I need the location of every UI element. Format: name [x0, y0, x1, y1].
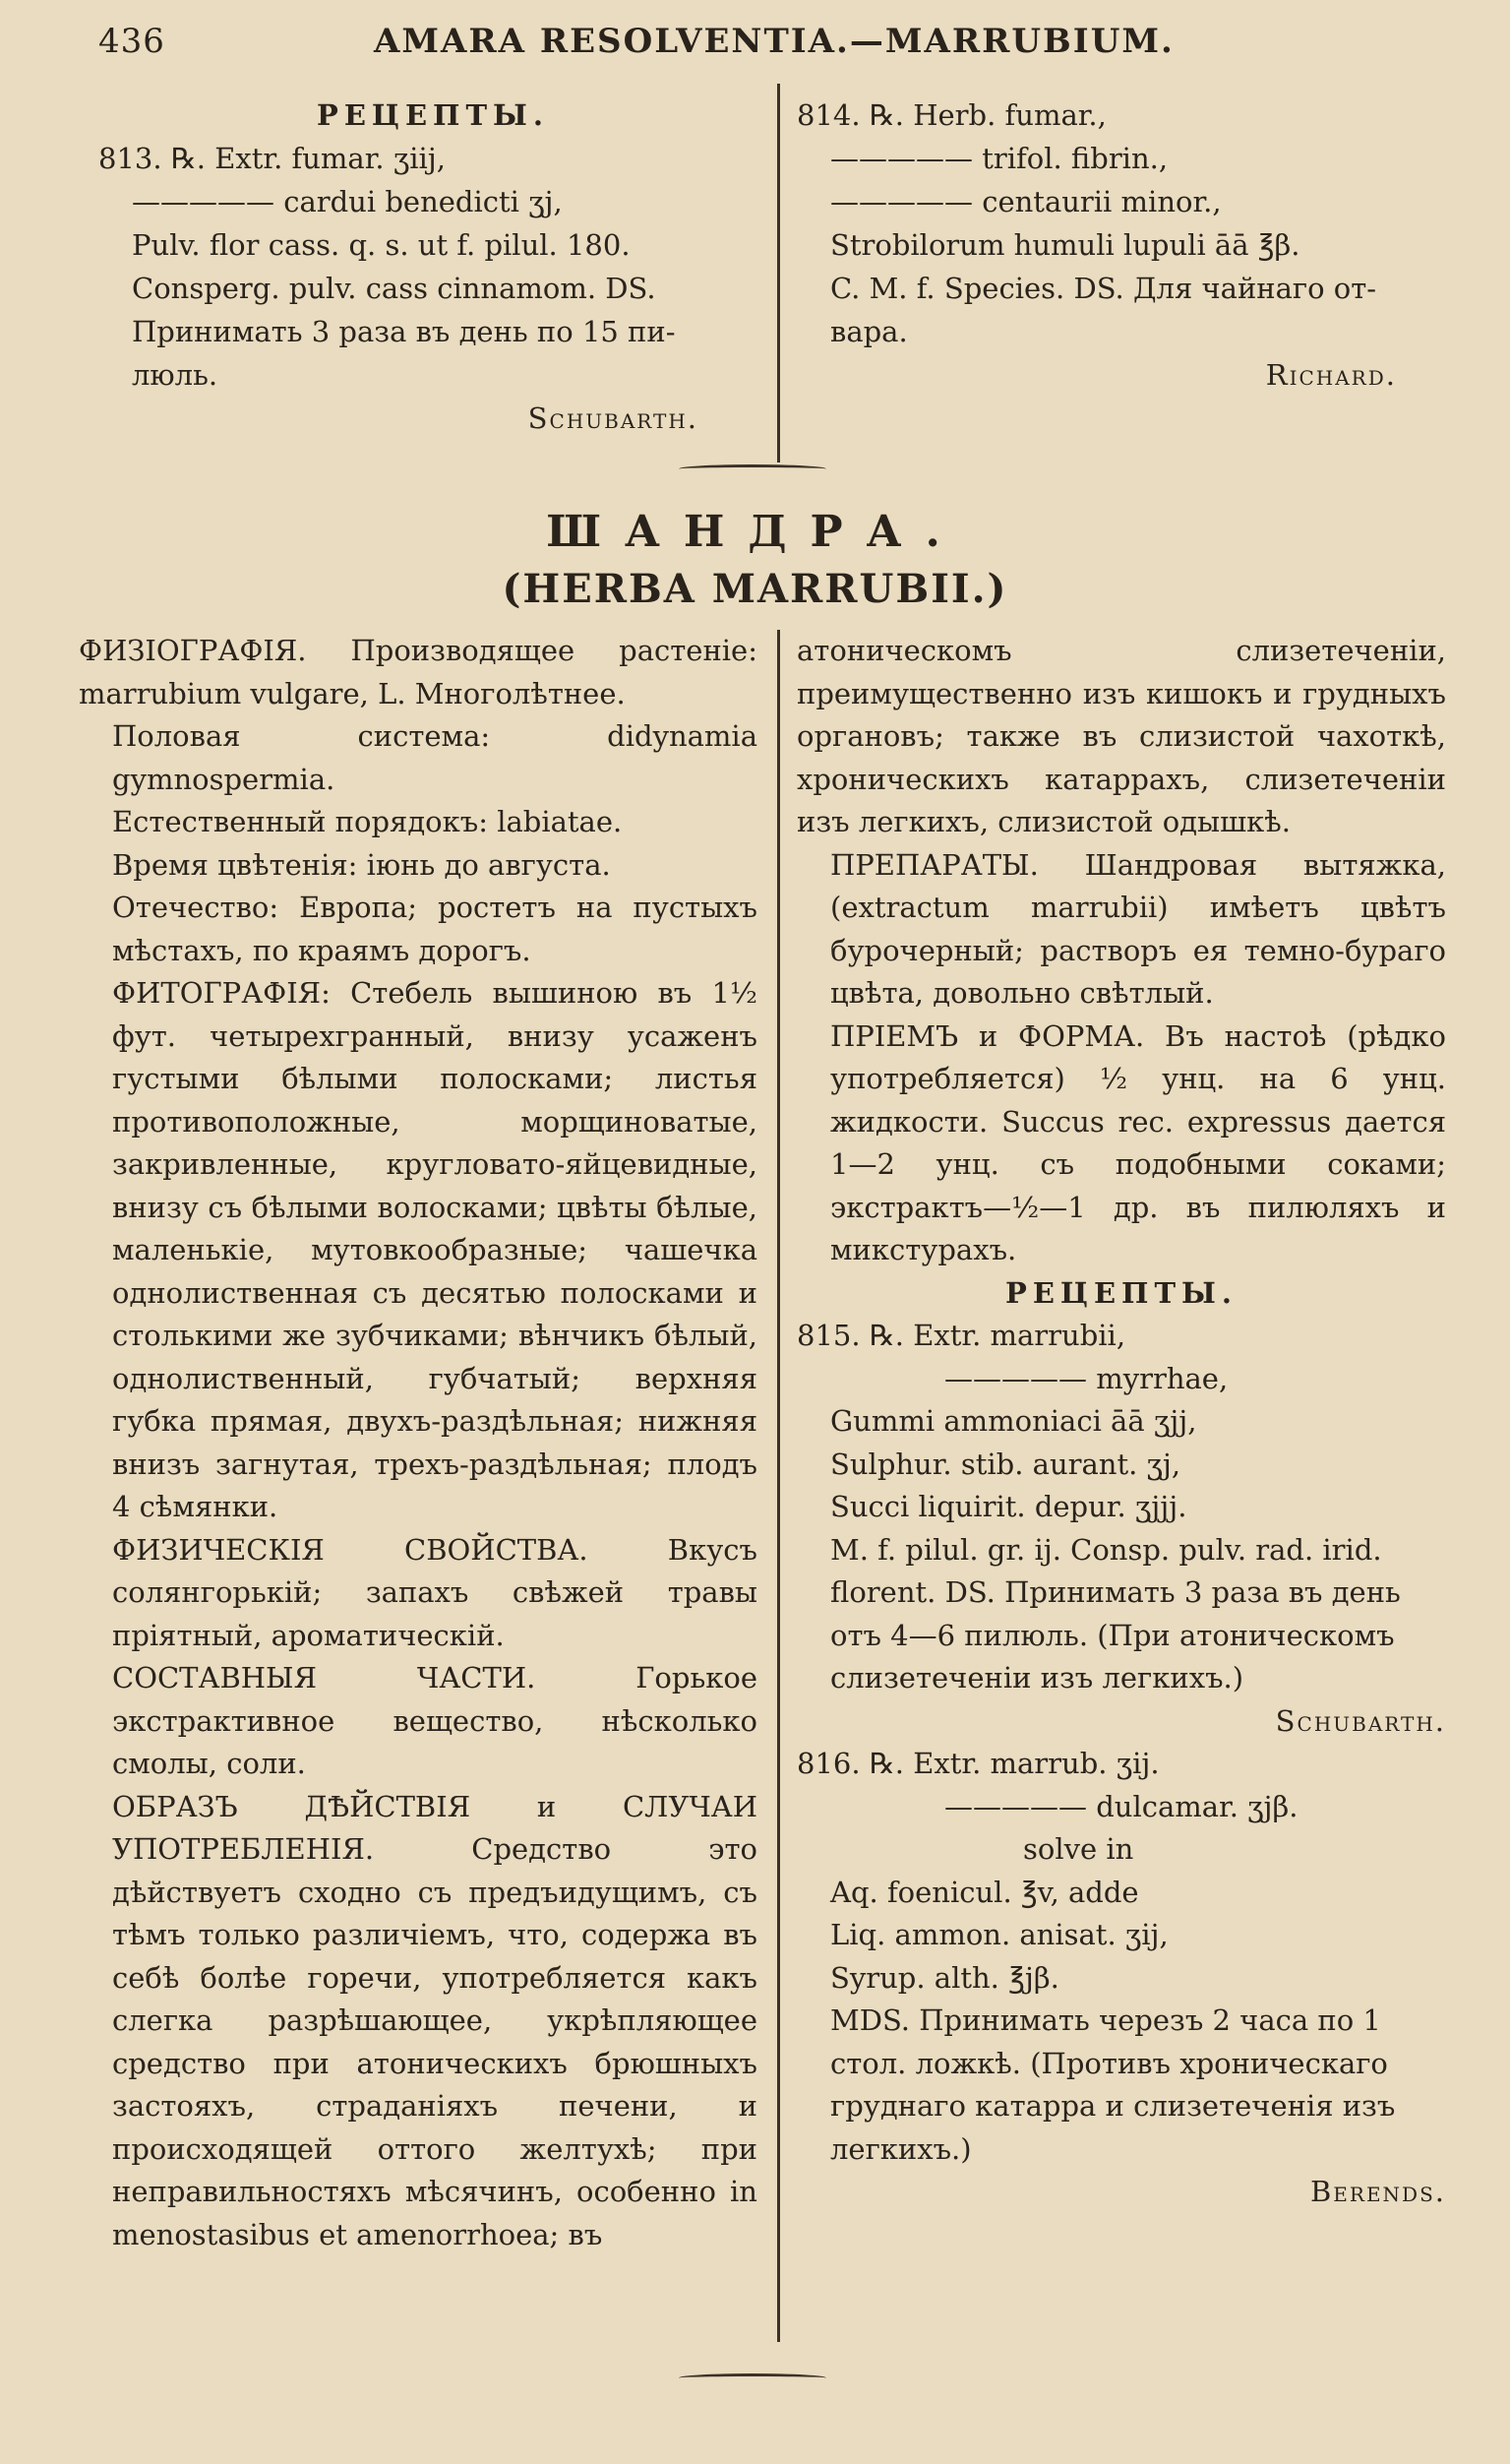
article-title: ШАНДРА. — [546, 507, 964, 557]
dosage-paragraph: ПРІЕМЪ и ФОРМА. Въ настоѣ (рѣдко употребляется) ½ унц. на 6 унц. жидкости. Succus rec. expressus дается 1—2 унц. съ подобными соками; экстрактъ—½—1 др. въ пилюляхъ и микстурахъ. — [830, 1018, 1446, 1266]
recipe-line: Strobilorum humuli lupuli āā ℥β. — [830, 228, 1300, 262]
recipe-line: ————— centaurii minor., — [830, 185, 1222, 218]
column-rule — [777, 84, 780, 462]
habitat-paragraph: Отечество: Европа; ростетъ на пустыхъ мѣстахъ, по краямъ дорогъ. — [112, 891, 757, 967]
physiography-paragraph: ФИЗІОГРАФІЯ. Производящее растеніе: marrubium vulgare, L. Многолѣтнее. — [79, 634, 757, 710]
physical-properties-paragraph: ФИЗИЧЕСКІЯ СВОЙСТВА. Вкусъ солянгорькій; запахъ свѣжей травы пріятный, ароматическій. — [112, 1532, 757, 1652]
recipe-line: груднаго катарра и слизетеченія изъ — [830, 2089, 1396, 2123]
recipe-line: Pulv. flor cass. q. s. ut f. pilul. 180. — [132, 228, 631, 262]
signature: Schubarth. — [1275, 1703, 1446, 1738]
column-rule — [777, 630, 780, 2342]
recipe-line: стол. ложкѣ. (Противъ хроническаго — [830, 2046, 1388, 2080]
recipe-line: 815. ℞. Extr. marrubii, — [797, 1319, 1126, 1352]
recipe-line: легкихъ.) — [830, 2131, 972, 2166]
recipe-line: слизетеченіи изъ легкихъ.) — [830, 1661, 1244, 1694]
recipe-line: solve in — [1023, 1832, 1134, 1866]
recipe-816 — [797, 1743, 1446, 2214]
ornament-divider — [679, 2373, 826, 2382]
recipe-line: MDS. Принимать черезъ 2 часа по 1 — [830, 2003, 1381, 2037]
recipe-line: Sulphur. stib. aurant. ʒj, — [830, 1447, 1181, 1481]
recipe-line: Consperg. pulv. cass cinnamom. DS. — [132, 272, 656, 305]
recipes-heading: РЕЦЕПТЫ. — [1005, 1275, 1238, 1310]
recipe-line: ————— trifol. fibrin., — [830, 142, 1169, 175]
signature: Schubarth. — [527, 401, 698, 435]
recipe-line: ————— cardui benedicti ʒj, — [132, 185, 563, 218]
recipe-line: 816. ℞. Extr. marrub. ʒij. — [797, 1747, 1160, 1780]
page-number: 436 — [98, 22, 165, 61]
recipe-line: 814. ℞. Herb. fumar., — [797, 98, 1107, 132]
phytography-paragraph: ФИТОГРАФІЯ: Стебель вышиною въ 1½ фут. четырехгранный, внизу усаженъ густыми бѣлыми полосками; листья противоположные, морщиноватые, закривленные, кругловато-яйцевидные, внизу съ бѣлыми волосками; цвѣты бѣлые, маленькіе, мутовкообразные; чашечка однолиственная съ десятью полосками и столькими же зубчиками; вѣнчикъ бѣлый, однолиственный, губчатый; верхняя губка прямая, двухъ-раздѣльная; нижняя внизъ загнутая, трехъ-раздѣльная; плодъ 4 сѣмянки. — [112, 976, 757, 1523]
ornament-divider — [679, 464, 826, 473]
recipe-line: Gummi ammoniaci āā ʒjj, — [830, 1404, 1197, 1438]
recipe-line: florent. DS. Принимать 3 раза въ день — [830, 1575, 1401, 1609]
left-column — [79, 630, 757, 2256]
sexual-system-paragraph: Половая система: didynamia gymnospermia. — [112, 719, 757, 796]
recipe-814-block — [797, 93, 1417, 397]
recipe-line: Succi liquirit. depur. ʒjjj. — [830, 1490, 1187, 1523]
signature: Berends. — [1309, 2175, 1446, 2208]
action-continued-paragraph: атоническомъ слизетеченіи, преимущественно изъ кишокъ и грудныхъ органовъ; также въ слизистой чахоткѣ, хроническихъ катаррахъ, слизетеченіи изъ легкихъ, слизистой одышкѣ. — [797, 634, 1446, 838]
recipe-line: отъ 4—6 пилюль. (При атоническомъ — [830, 1618, 1395, 1652]
recipe-line: C. M. f. Species. DS. Для чайнаго от- — [830, 272, 1377, 305]
recipe-line: ————— myrrhae, — [944, 1361, 1229, 1395]
recipe-line: вара. — [830, 315, 908, 348]
preparations-paragraph: ПРЕПАРАТЫ. Шандровая вытяжка, (extractum marrubii) имѣетъ цвѣтъ бурочерный; растворъ ея темно-бураго цвѣта, довольно свѣтлый. — [830, 847, 1446, 1010]
natural-order-paragraph: Естественный порядокъ: labiatae. — [112, 805, 623, 838]
recipe-line: Принимать 3 раза въ день по 15 пи- — [132, 315, 676, 348]
recipe-line: Syrup. alth. ℥jβ. — [830, 1960, 1059, 1995]
recipe-line: 813. ℞. Extr. fumar. ʒiij, — [98, 142, 446, 175]
recipe-line: Liq. ammon. anisat. ʒij, — [830, 1918, 1169, 1951]
recipe-line: люль. — [132, 358, 218, 392]
recipe-line: ————— dulcamar. ʒjβ. — [944, 1789, 1299, 1823]
running-header — [98, 18, 1412, 67]
right-column — [797, 630, 1446, 2214]
recipe-line: M. f. pilul. gr. ij. Consp. pulv. rad. irid. — [830, 1532, 1382, 1567]
recipe-813-block — [98, 93, 767, 440]
running-title: AMARA RESOLVENTIA.—MARRUBIUM. — [374, 22, 1175, 61]
recipes-heading: РЕЦЕПТЫ. — [317, 98, 549, 132]
article-subtitle: (HERBA MARRUBII.) — [502, 566, 1008, 612]
signature: Richard. — [1265, 358, 1397, 392]
flowering-time-paragraph: Время цвѣтенія: іюнь до августа. — [112, 847, 611, 882]
recipe-815 — [797, 1315, 1446, 1743]
recipe-line: Aq. foenicul. ℥v, adde — [830, 1875, 1139, 1909]
action-and-use-paragraph: ОБРАЗЪ ДѢЙСТВІЯ и СЛУЧАИ УПОТРЕБЛЕНІЯ. Средство это дѣйствуетъ сходно съ предъидущимъ, съ тѣмъ только различіемъ, что, содержа въ себѣ болѣе горечи, употребляется какъ слегка разрѣшающее, укрѣпляющее средство при атоническихъ брюшныхъ застояхъ, страданіяхъ печени, и происходящей оттого желтухѣ; при неправильностяхъ мѣсячинъ, особенно in menostasibus et amenorrhoea; въ — [112, 1789, 757, 2251]
constituents-paragraph: СОСТАВНЫЯ ЧАСТИ. Горькое экстрактивное вещество, нѣсколько смолы, соли. — [112, 1661, 757, 1780]
